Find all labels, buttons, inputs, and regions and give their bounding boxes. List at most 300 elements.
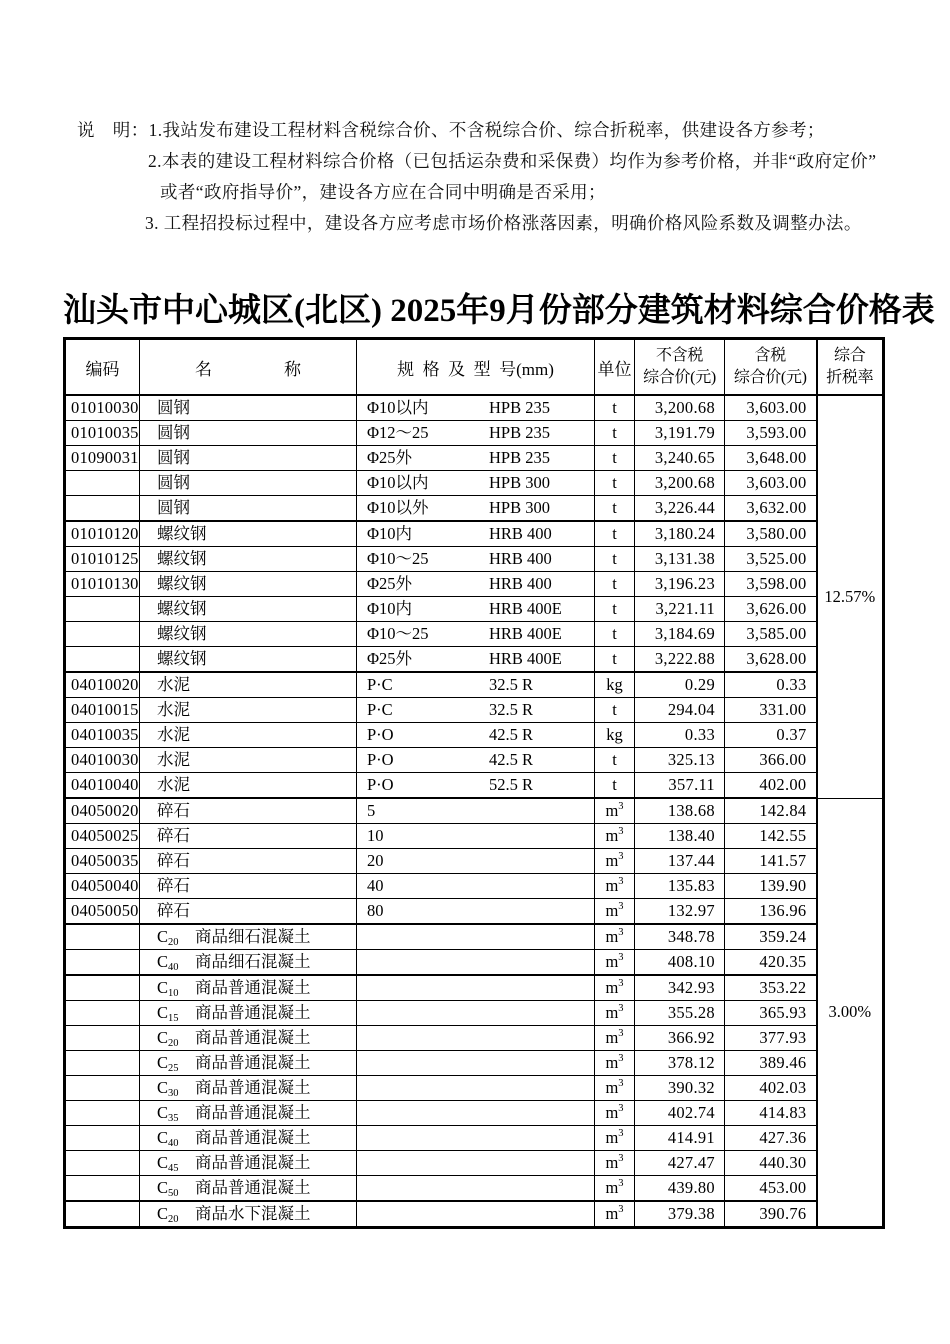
- price-incl-tax-cell: 3,648.00: [725, 446, 817, 471]
- note-line-3: 或者“政府指导价”，建设各方应在合同中明确是否采用；: [160, 182, 606, 202]
- code-cell: [65, 975, 140, 1001]
- header-code-label: 编码: [85, 359, 120, 379]
- spec-grade: [489, 874, 594, 898]
- name-cell: $C_{40}$ 商品普通混凝土: [140, 1126, 357, 1151]
- price-excl-tax-cell: 138.68: [635, 798, 725, 824]
- spec-grade: HRB 400: [489, 549, 552, 568]
- name-cell: $C_{45}$ 商品普通混凝土: [140, 1151, 357, 1176]
- table-row: [65, 1151, 884, 1176]
- code-cell: 04050035: [65, 849, 140, 874]
- table-row: [65, 622, 884, 647]
- unit-cell: $m^3$: [595, 1001, 635, 1026]
- unit-cell: t: [595, 395, 635, 421]
- table-row: [65, 446, 884, 471]
- unit-cell: t: [595, 521, 635, 547]
- spec-size: Φ10～25: [367, 624, 429, 643]
- table-row: [65, 798, 884, 824]
- price-excl-tax-cell: 325.13: [635, 748, 725, 773]
- price-incl-tax-cell: 141.57: [725, 849, 817, 874]
- header-tax-line2: 折税率: [826, 369, 874, 386]
- name-cell: 水泥: [140, 773, 357, 799]
- name-cell: 螺纹钢: [140, 647, 357, 673]
- header-unit: [595, 339, 635, 396]
- spec-size: Φ10以内: [367, 398, 429, 417]
- price-excl-tax-cell: 379.38: [635, 1201, 725, 1228]
- price-excl-tax-cell: 3,180.24: [635, 521, 725, 547]
- spec-cell: [357, 975, 595, 1001]
- spec-grade: 42.5 R: [489, 725, 534, 744]
- spec-cell: [357, 723, 595, 748]
- code-cell: 04050025: [65, 824, 140, 849]
- unit-cell: $m^3$: [595, 849, 635, 874]
- header-tax-rate: [817, 339, 884, 396]
- spec-cell: [357, 1201, 595, 1228]
- table-header-row: [65, 339, 884, 396]
- table-row: [65, 597, 884, 622]
- unit-cell: $m^3$: [595, 1201, 635, 1228]
- code-cell: 01010125: [65, 547, 140, 572]
- unit-cell: t: [595, 647, 635, 673]
- price-excl-tax-cell: 408.10: [635, 950, 725, 976]
- table-row: [65, 1076, 884, 1101]
- spec-grade: [489, 899, 594, 923]
- table-row: [65, 723, 884, 748]
- code-cell: [65, 647, 140, 673]
- price-excl-tax-cell: 3,226.44: [635, 496, 725, 522]
- spec-cell: [357, 1176, 595, 1202]
- name-cell: $C_{10}$ 商品普通混凝土: [140, 975, 357, 1001]
- spec-cell: [357, 622, 595, 647]
- spec-cell: [357, 446, 595, 471]
- table-row: [65, 748, 884, 773]
- table-row: [65, 1176, 884, 1202]
- page-title: 汕头市中心城区(北区) 2025年9月份部分建筑材料综合价格表: [63, 293, 935, 329]
- code-cell: 01090031: [65, 446, 140, 471]
- name-cell: 圆钢: [140, 446, 357, 471]
- price-incl-tax-cell: 3,603.00: [725, 395, 817, 421]
- spec-grade: HPB 300: [489, 498, 550, 517]
- name-cell: 碎石: [140, 849, 357, 874]
- header-code: [65, 339, 140, 396]
- price-incl-tax-cell: 366.00: [725, 748, 817, 773]
- unit-cell: t: [595, 572, 635, 597]
- header-spec-label: 规 格 及 型 号(mm): [397, 359, 554, 379]
- name-cell: 螺纹钢: [140, 547, 357, 572]
- spec-grade: 32.5 R: [489, 675, 534, 694]
- spec-cell: [357, 1076, 595, 1101]
- name-cell: 水泥: [140, 723, 357, 748]
- price-excl-tax-cell: 357.11: [635, 773, 725, 799]
- unit-cell: $m^3$: [595, 798, 635, 824]
- table-row: [65, 572, 884, 597]
- spec-grade: [489, 799, 594, 823]
- spec-cell: [357, 950, 595, 976]
- table-row: [65, 496, 884, 522]
- spec-cell: [357, 874, 595, 899]
- code-cell: [65, 1151, 140, 1176]
- price-incl-tax-cell: 359.24: [725, 924, 817, 950]
- spec-cell: [357, 471, 595, 496]
- spec-size: P·C: [367, 675, 393, 694]
- spec-cell: [357, 798, 595, 824]
- spec-cell: [357, 496, 595, 522]
- name-cell: 水泥: [140, 698, 357, 723]
- name-cell: $C_{20}$ 商品普通混凝土: [140, 1026, 357, 1051]
- code-cell: 04010035: [65, 723, 140, 748]
- price-excl-tax-cell: 138.40: [635, 824, 725, 849]
- spec-size: Φ12～25: [367, 423, 429, 442]
- unit-cell: $m^3$: [595, 824, 635, 849]
- spec-grade: 32.5 R: [489, 700, 534, 719]
- name-cell: 圆钢: [140, 496, 357, 522]
- spec-grade: [489, 824, 594, 848]
- spec-cell: [357, 1026, 595, 1051]
- unit-cell: t: [595, 773, 635, 799]
- table-row: [65, 1201, 884, 1228]
- spec-size: 10: [367, 826, 384, 845]
- code-cell: [65, 471, 140, 496]
- unit-cell: $m^3$: [595, 924, 635, 950]
- code-cell: [65, 622, 140, 647]
- code-cell: [65, 496, 140, 522]
- spec-size: Φ10～25: [367, 549, 429, 568]
- spec-cell: [357, 899, 595, 925]
- unit-cell: $m^3$: [595, 1151, 635, 1176]
- spec-size: P·O: [367, 775, 394, 794]
- spec-size: Φ10以内: [367, 473, 429, 492]
- unit-cell: t: [595, 547, 635, 572]
- price-excl-tax-cell: 402.74: [635, 1101, 725, 1126]
- table-row: [65, 824, 884, 849]
- price-incl-tax-cell: 142.55: [725, 824, 817, 849]
- price-incl-tax-cell: 3,593.00: [725, 421, 817, 446]
- table-row: [65, 395, 884, 421]
- unit-cell: t: [595, 698, 635, 723]
- header-name-right: 称: [284, 359, 301, 379]
- price-excl-tax-cell: 294.04: [635, 698, 725, 723]
- name-cell: $C_{40}$ 商品细石混凝土: [140, 950, 357, 976]
- unit-cell: t: [595, 748, 635, 773]
- table-row: [65, 471, 884, 496]
- price-incl-tax-cell: 377.93: [725, 1026, 817, 1051]
- price-incl-tax-cell: 3,598.00: [725, 572, 817, 597]
- price-incl-tax-cell: 427.36: [725, 1126, 817, 1151]
- spec-cell: [357, 421, 595, 446]
- table-row: [65, 1001, 884, 1026]
- name-cell: 螺纹钢: [140, 597, 357, 622]
- code-cell: [65, 924, 140, 950]
- price-incl-tax-cell: 142.84: [725, 798, 817, 824]
- table-row: [65, 950, 884, 976]
- price-excl-tax-cell: 3,184.69: [635, 622, 725, 647]
- price-incl-tax-cell: 420.35: [725, 950, 817, 976]
- spec-grade: HRB 400E: [489, 599, 562, 618]
- unit-cell: $m^3$: [595, 1126, 635, 1151]
- price-excl-tax-cell: 3,222.88: [635, 647, 725, 673]
- name-cell: 水泥: [140, 672, 357, 698]
- name-cell: 圆钢: [140, 421, 357, 446]
- price-excl-tax-cell: 3,221.11: [635, 597, 725, 622]
- price-excl-tax-cell: 3,131.38: [635, 547, 725, 572]
- price-incl-tax-cell: 390.76: [725, 1201, 817, 1228]
- table-row: [65, 421, 884, 446]
- table-row: [65, 874, 884, 899]
- name-cell: $C_{30}$ 商品普通混凝土: [140, 1076, 357, 1101]
- spec-cell: [357, 647, 595, 673]
- price-incl-tax-cell: 402.03: [725, 1076, 817, 1101]
- spec-grade: HPB 235: [489, 448, 550, 467]
- price-excl-tax-cell: 0.29: [635, 672, 725, 698]
- code-cell: [65, 1176, 140, 1202]
- header-price-incl-line1: 含税: [754, 347, 786, 365]
- spec-grade: HRB 400: [489, 524, 552, 543]
- code-cell: 04010020: [65, 672, 140, 698]
- price-incl-tax-cell: 3,632.00: [725, 496, 817, 522]
- spec-cell: [357, 1051, 595, 1076]
- price-excl-tax-cell: 378.12: [635, 1051, 725, 1076]
- code-cell: [65, 1126, 140, 1151]
- price-excl-tax-cell: 414.91: [635, 1126, 725, 1151]
- table-row: [65, 849, 884, 874]
- price-excl-tax-cell: 342.93: [635, 975, 725, 1001]
- note-line-2: 2.本表的建设工程材料综合价格（已包括运杂费和采保费）均作为参考价格，并非“政府定价”: [148, 151, 877, 171]
- tax-rate-cell: 12.57%: [817, 395, 884, 798]
- unit-cell: t: [595, 421, 635, 446]
- table-row: [65, 698, 884, 723]
- price-incl-tax-cell: 353.22: [725, 975, 817, 1001]
- spec-cell: [357, 1001, 595, 1026]
- unit-cell: t: [595, 471, 635, 496]
- spec-size: 20: [367, 851, 384, 870]
- price-excl-tax-cell: 135.83: [635, 874, 725, 899]
- name-cell: $C_{15}$ 商品普通混凝土: [140, 1001, 357, 1026]
- price-incl-tax-cell: 3,580.00: [725, 521, 817, 547]
- spec-size: 5: [367, 801, 376, 820]
- code-cell: 04050050: [65, 899, 140, 925]
- spec-size: Φ25外: [367, 574, 413, 593]
- name-cell: $C_{50}$ 商品普通混凝土: [140, 1176, 357, 1202]
- code-cell: 04010040: [65, 773, 140, 799]
- spec-size: P·O: [367, 725, 394, 744]
- spec-grade: HRB 400: [489, 574, 552, 593]
- price-excl-tax-cell: 427.47: [635, 1151, 725, 1176]
- spec-cell: [357, 824, 595, 849]
- spec-grade: [489, 849, 594, 873]
- table-row: [65, 647, 884, 673]
- code-cell: 01010130: [65, 572, 140, 597]
- code-cell: [65, 950, 140, 976]
- unit-cell: kg: [595, 723, 635, 748]
- price-incl-tax-cell: 440.30: [725, 1151, 817, 1176]
- unit-cell: t: [595, 446, 635, 471]
- spec-grade: HPB 300: [489, 473, 550, 492]
- code-cell: 01010120: [65, 521, 140, 547]
- price-incl-tax-cell: 0.37: [725, 723, 817, 748]
- table-row: [65, 924, 884, 950]
- spec-grade: HRB 400E: [489, 624, 562, 643]
- spec-size: Φ10内: [367, 524, 413, 543]
- spec-cell: [357, 1126, 595, 1151]
- header-price-excl-line1: 不含税: [655, 347, 704, 365]
- table-row: [65, 1051, 884, 1076]
- spec-cell: [357, 698, 595, 723]
- price-incl-tax-cell: 3,626.00: [725, 597, 817, 622]
- spec-size: Φ10内: [367, 599, 413, 618]
- header-price-excl-line2: 综合价(元): [643, 369, 716, 386]
- unit-cell: t: [595, 496, 635, 522]
- price-incl-tax-cell: 3,628.00: [725, 647, 817, 673]
- header-tax-line1: 综合: [834, 347, 866, 365]
- name-cell: $C_{35}$ 商品普通混凝土: [140, 1101, 357, 1126]
- table-header: [65, 339, 884, 396]
- price-excl-tax-cell: 439.80: [635, 1176, 725, 1202]
- unit-cell: $m^3$: [595, 1026, 635, 1051]
- price-excl-tax-cell: 3,200.68: [635, 395, 725, 421]
- price-excl-tax-cell: 355.28: [635, 1001, 725, 1026]
- header-unit-label: 单位: [597, 359, 632, 379]
- spec-grade: HRB 400E: [489, 649, 562, 668]
- spec-cell: [357, 849, 595, 874]
- table-row: [65, 1101, 884, 1126]
- note-line-1: 说 明：1.我站发布建设工程材料含税综合价、不含税综合价、综合折税率，供建设各方参考；: [77, 120, 825, 140]
- unit-cell: $m^3$: [595, 1076, 635, 1101]
- header-name-left: 名: [195, 359, 212, 379]
- spec-cell: [357, 924, 595, 950]
- name-cell: 碎石: [140, 798, 357, 824]
- code-cell: [65, 1076, 140, 1101]
- price-incl-tax-cell: 3,585.00: [725, 622, 817, 647]
- name-cell: $C_{20}$ 商品细石混凝土: [140, 924, 357, 950]
- price-excl-tax-cell: 3,191.79: [635, 421, 725, 446]
- price-excl-tax-cell: 390.32: [635, 1076, 725, 1101]
- table-row: [65, 773, 884, 799]
- price-incl-tax-cell: 139.90: [725, 874, 817, 899]
- code-cell: 04050020: [65, 798, 140, 824]
- header-price-incl-tax: [725, 339, 817, 396]
- code-cell: [65, 1001, 140, 1026]
- name-cell: 圆钢: [140, 395, 357, 421]
- spec-size: Φ25外: [367, 448, 413, 467]
- price-incl-tax-cell: 331.00: [725, 698, 817, 723]
- spec-cell: [357, 395, 595, 421]
- unit-cell: $m^3$: [595, 1101, 635, 1126]
- spec-cell: [357, 597, 595, 622]
- header-price-incl-line2: 综合价(元): [733, 369, 807, 386]
- price-incl-tax-cell: 0.33: [725, 672, 817, 698]
- code-cell: 04010015: [65, 698, 140, 723]
- spec-cell: [357, 521, 595, 547]
- table-row: [65, 899, 884, 925]
- unit-cell: $m^3$: [595, 899, 635, 925]
- code-cell: [65, 1051, 140, 1076]
- price-excl-tax-cell: 0.33: [635, 723, 725, 748]
- price-incl-tax-cell: 414.83: [725, 1101, 817, 1126]
- price-incl-tax-cell: 365.93: [725, 1001, 817, 1026]
- spec-cell: [357, 748, 595, 773]
- unit-cell: t: [595, 597, 635, 622]
- unit-cell: kg: [595, 672, 635, 698]
- code-cell: 04010030: [65, 748, 140, 773]
- code-cell: [65, 1201, 140, 1228]
- spec-cell: [357, 547, 595, 572]
- table-row: [65, 521, 884, 547]
- price-excl-tax-cell: 132.97: [635, 899, 725, 925]
- name-cell: 碎石: [140, 874, 357, 899]
- price-excl-tax-cell: 366.92: [635, 1026, 725, 1051]
- header-spec: [357, 339, 595, 396]
- spec-cell: [357, 773, 595, 799]
- spec-size: 80: [367, 901, 384, 920]
- code-cell: 01010030: [65, 395, 140, 421]
- unit-cell: $m^3$: [595, 1051, 635, 1076]
- code-cell: 01010035: [65, 421, 140, 446]
- spec-grade: 42.5 R: [489, 750, 534, 769]
- price-incl-tax-cell: 3,603.00: [725, 471, 817, 496]
- name-cell: $C_{20}$ 商品水下混凝土: [140, 1201, 357, 1228]
- table-row: [65, 672, 884, 698]
- name-cell: $C_{25}$ 商品普通混凝土: [140, 1051, 357, 1076]
- spec-size: P·O: [367, 750, 394, 769]
- price-excl-tax-cell: 137.44: [635, 849, 725, 874]
- unit-cell: $m^3$: [595, 874, 635, 899]
- price-excl-tax-cell: 3,200.68: [635, 471, 725, 496]
- spec-size: Φ10以外: [367, 498, 429, 517]
- name-cell: 螺纹钢: [140, 572, 357, 597]
- price-incl-tax-cell: 136.96: [725, 899, 817, 925]
- price-excl-tax-cell: 348.78: [635, 924, 725, 950]
- spec-cell: [357, 1151, 595, 1176]
- note-line-4: 3. 工程招投标过程中，建设各方应考虑市场价格涨落因素，明确价格风险系数及调整办法。: [145, 213, 862, 233]
- code-cell: 04050040: [65, 874, 140, 899]
- price-excl-tax-cell: 3,196.23: [635, 572, 725, 597]
- name-cell: 圆钢: [140, 471, 357, 496]
- unit-cell: $m^3$: [595, 950, 635, 976]
- price-incl-tax-cell: 389.46: [725, 1051, 817, 1076]
- price-incl-tax-cell: 453.00: [725, 1176, 817, 1202]
- spec-grade: HPB 235: [489, 423, 550, 442]
- spec-cell: [357, 572, 595, 597]
- spec-cell: [357, 672, 595, 698]
- spec-size: Φ25外: [367, 649, 413, 668]
- price-excl-tax-cell: 3,240.65: [635, 446, 725, 471]
- unit-cell: t: [595, 622, 635, 647]
- name-cell: 碎石: [140, 899, 357, 925]
- table-row: [65, 1026, 884, 1051]
- price-table: [63, 337, 885, 1229]
- table-body: [65, 395, 884, 1228]
- header-price-excl-tax: [635, 339, 725, 396]
- name-cell: 水泥: [140, 748, 357, 773]
- table-row: [65, 547, 884, 572]
- table-row: [65, 975, 884, 1001]
- name-cell: 螺纹钢: [140, 622, 357, 647]
- spec-size: P·C: [367, 700, 393, 719]
- price-incl-tax-cell: 402.00: [725, 773, 817, 799]
- unit-cell: $m^3$: [595, 975, 635, 1001]
- spec-size: 40: [367, 876, 384, 895]
- spec-grade: 52.5 R: [489, 775, 534, 794]
- name-cell: 碎石: [140, 824, 357, 849]
- code-cell: [65, 597, 140, 622]
- name-cell: 螺纹钢: [140, 521, 357, 547]
- header-name: [140, 339, 357, 396]
- tax-rate-cell: 3.00%: [817, 798, 884, 1228]
- spec-grade: HPB 235: [489, 398, 550, 417]
- price-incl-tax-cell: 3,525.00: [725, 547, 817, 572]
- table-row: [65, 1126, 884, 1151]
- unit-cell: $m^3$: [595, 1176, 635, 1202]
- code-cell: [65, 1101, 140, 1126]
